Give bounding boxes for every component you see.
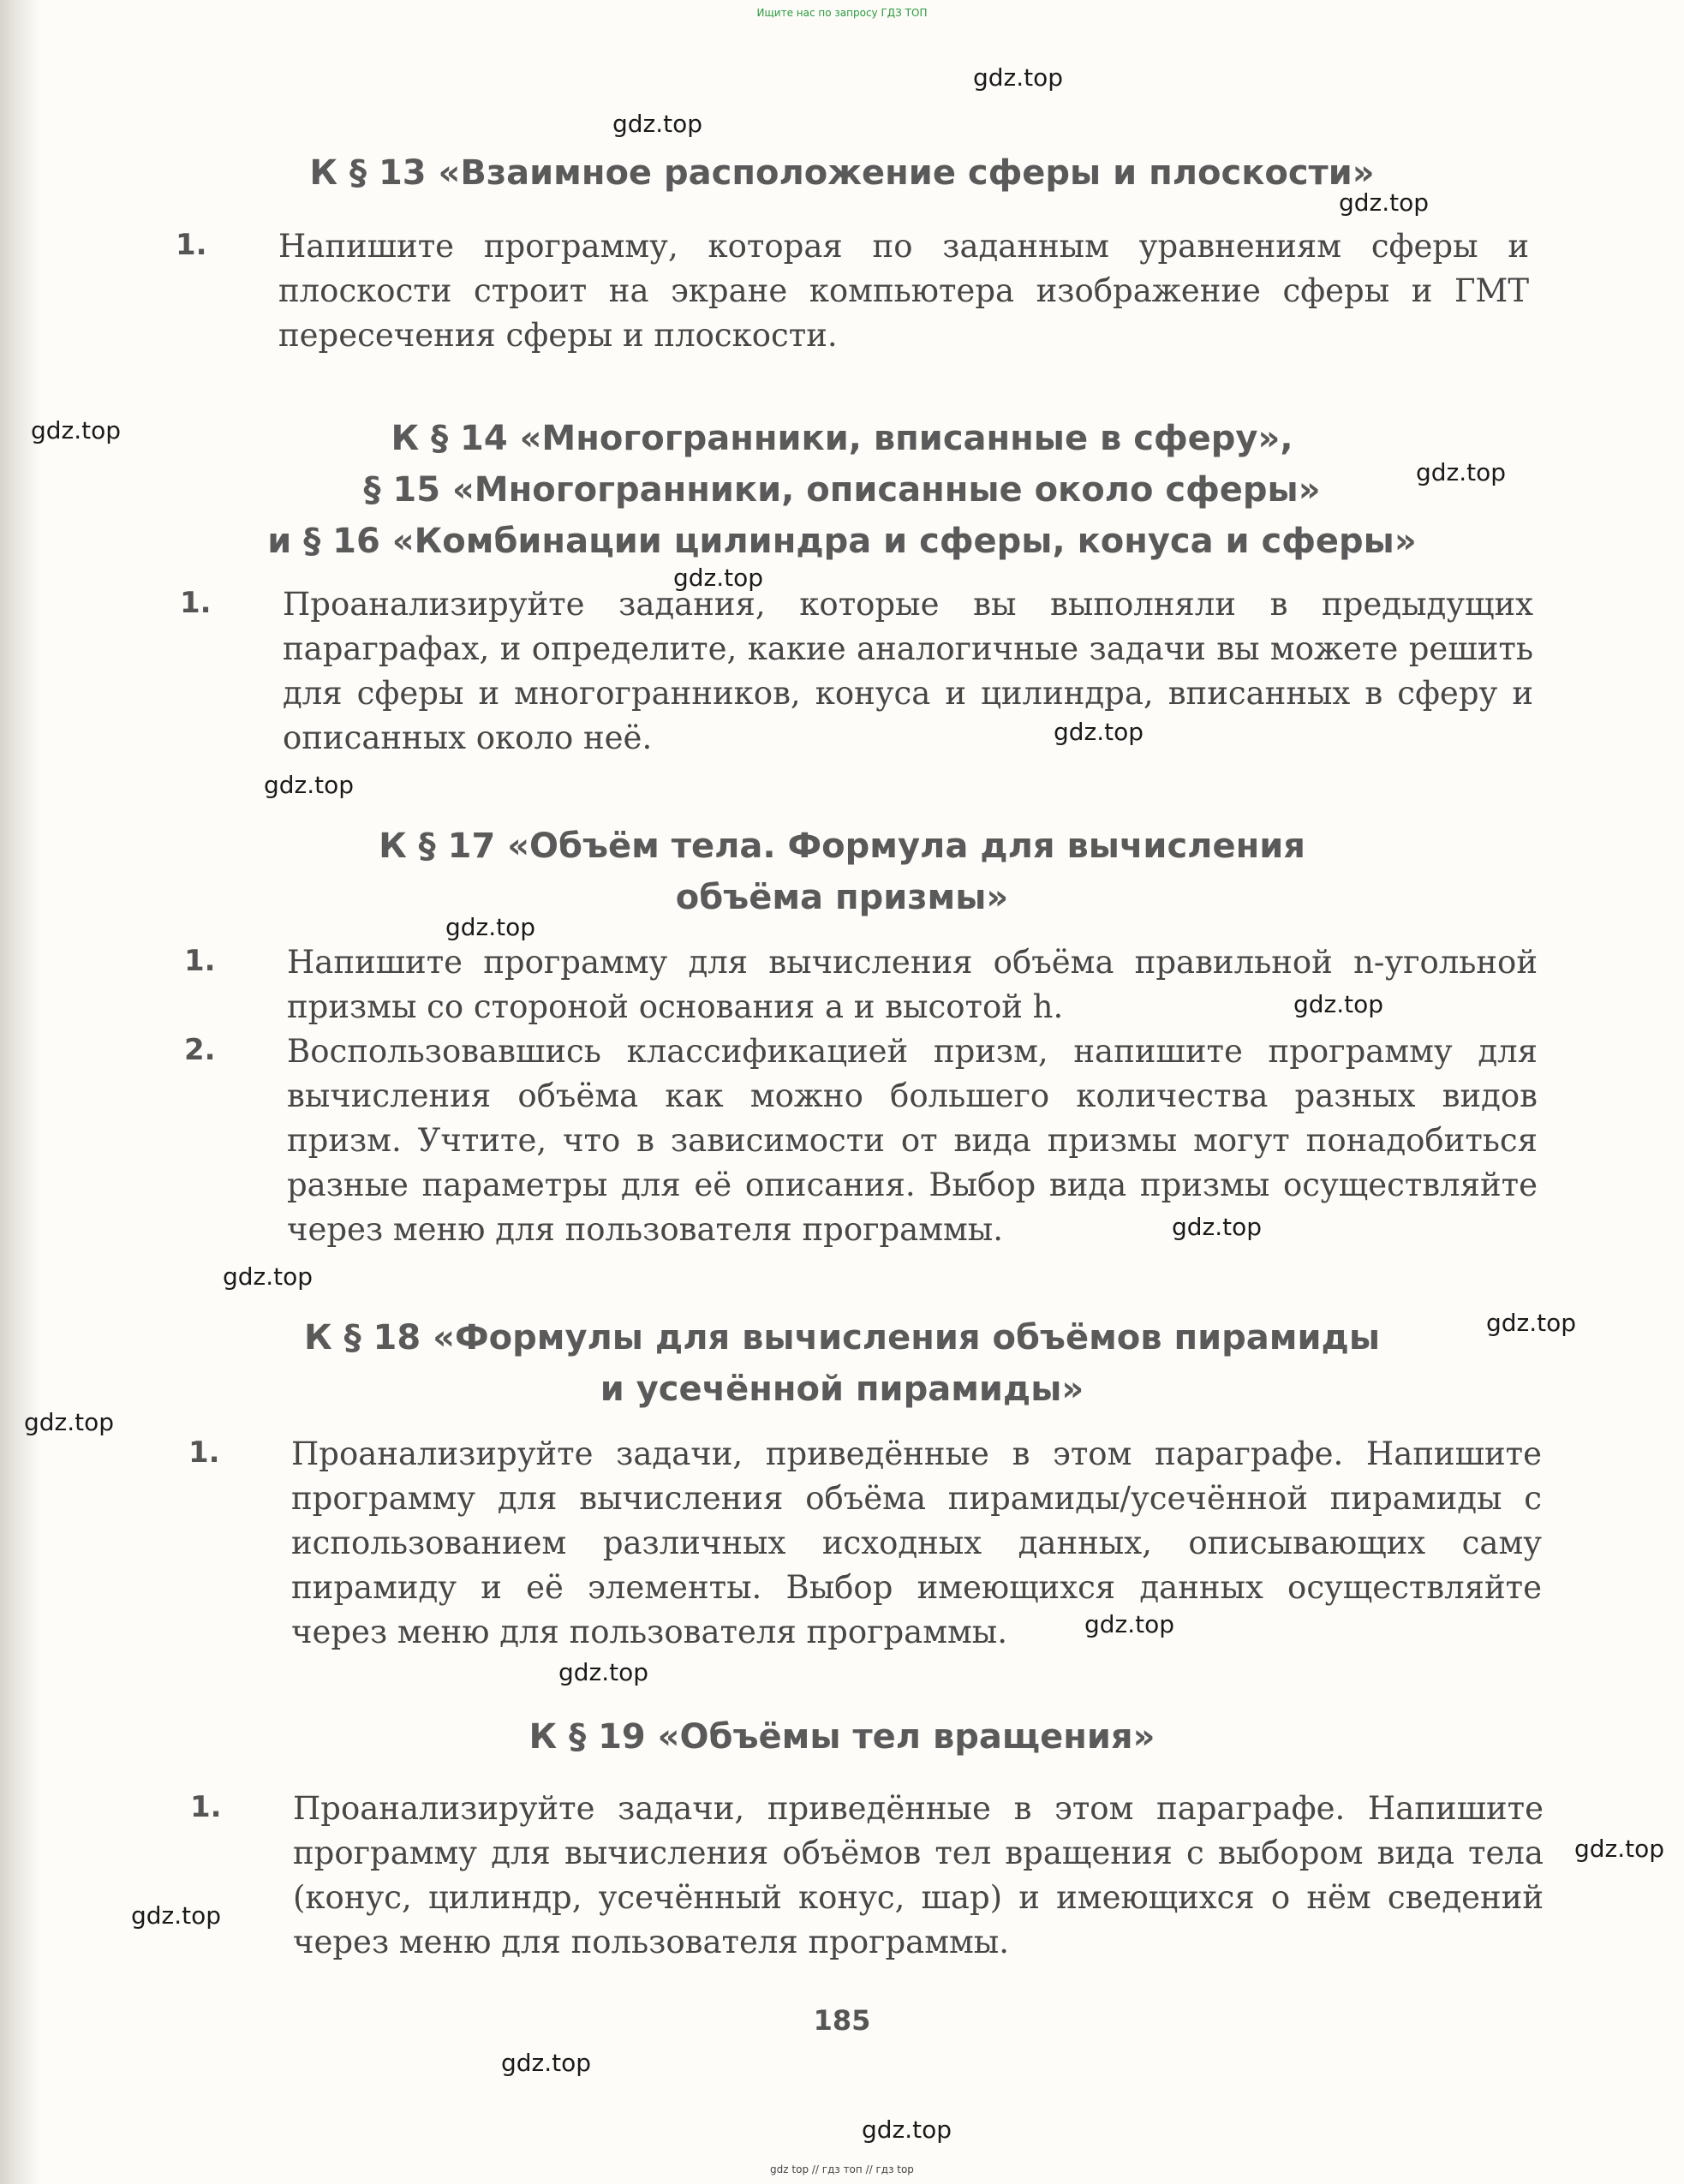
heading-line: К § 13 «Взаимное расположение сферы и плоскости» xyxy=(309,153,1375,193)
heading-line: и § 16 «Комбинации цилиндра и сферы, конуса и сферы» xyxy=(267,522,1417,561)
heading-line: К § 14 «Многогранники, вписанные в сферу», xyxy=(391,419,1293,458)
task-number: 1. xyxy=(188,1435,220,1470)
watermark: gdz.top xyxy=(31,416,122,445)
section-19-heading xyxy=(0,1711,1684,1763)
watermark: gdz.top xyxy=(673,564,764,592)
watermark: gdz.top xyxy=(1084,1610,1175,1638)
watermark: gdz.top xyxy=(612,110,703,138)
task-text: Воспользовавшись классификацией призм, напишите программу для вычисления объёма как можно большего количества разных видов призм. Учтите, что в зависимости от вида призмы могут понадобиться разные параметры для её описания. Выбор вида призмы осуществляйте через меню для пользователя программы. xyxy=(287,1033,1538,1248)
task-number: 1. xyxy=(190,1790,222,1824)
heading-line: и усечённой пирамиды» xyxy=(600,1369,1084,1409)
section-17-heading xyxy=(0,820,1684,923)
watermark: gdz.top xyxy=(973,63,1064,92)
section-18-heading xyxy=(0,1312,1684,1415)
heading-line: § 15 «Многогранники, описанные около сферы» xyxy=(363,470,1321,510)
page-number: 185 xyxy=(813,2004,871,2037)
heading-line: К § 17 «Объём тела. Формула для вычисления xyxy=(379,826,1305,866)
watermark: gdz.top xyxy=(223,1262,314,1291)
task-text: Проанализируйте задания, которые вы выполняли в предыдущих параграфах, и определите, какие аналогичные задачи вы можете решить для сферы и многогранников, конуса и цилиндра, вписанных в сферу и описанных около неё. xyxy=(283,586,1533,756)
watermark: gdz.top xyxy=(1054,718,1144,746)
watermark: gdz.top xyxy=(445,913,536,941)
page-binding-shadow xyxy=(0,0,41,2184)
task-text: Проанализируйте задачи, приведённые в этом параграфе. Напишите программу для вычисления объёмов тел вращения с выбором вида тела (конус, цилиндр, усечённый конус, шар) и имеющихся о нём сведений через меню для пользователя программы. xyxy=(293,1790,1544,1960)
heading-line: К § 18 «Формулы для вычисления объёмов пирамиды xyxy=(303,1318,1380,1358)
watermark: gdz.top xyxy=(1574,1835,1665,1863)
watermark: gdz.top xyxy=(1172,1213,1263,1241)
section-13-heading xyxy=(0,147,1684,199)
watermark: gdz.top xyxy=(1416,458,1507,486)
watermark: gdz.top xyxy=(501,2049,592,2077)
section-14-16-heading xyxy=(0,413,1684,567)
task-number: 2. xyxy=(184,1033,216,1067)
bottom-note[interactable]: gdz top // гдз топ // гдз top xyxy=(770,2163,914,2175)
watermark: gdz.top xyxy=(1339,188,1430,217)
task-number: 1. xyxy=(184,944,216,978)
heading-line: К § 19 «Объёмы тел вращения» xyxy=(528,1717,1156,1757)
watermark: gdz.top xyxy=(131,1901,222,1930)
top-note[interactable]: Ищите нас по запросу ГДЗ ТОП xyxy=(756,7,928,19)
task-text: Напишите программу для вычисления объёма правильной n-угольной призмы со стороной основания a и высотой h. xyxy=(287,944,1538,1025)
watermark: gdz.top xyxy=(862,2115,952,2144)
watermark: gdz.top xyxy=(558,1658,649,1686)
watermark: gdz.top xyxy=(264,771,355,799)
watermark: gdz.top xyxy=(1293,990,1384,1018)
watermark: gdz.top xyxy=(1486,1309,1577,1337)
heading-line: объёма призмы» xyxy=(675,878,1009,917)
task-text: Напишите программу, которая по заданным уравнениям сферы и плоскости строит на экране компьютера изображение сферы и ГМТ пересечения сферы и плоскости. xyxy=(278,228,1529,354)
watermark: gdz.top xyxy=(24,1408,115,1436)
task-number: 1. xyxy=(180,586,212,620)
task-number: 1. xyxy=(176,228,207,262)
task-text: Проанализируйте задачи, приведённые в этом параграфе. Напишите программу для вычисления объёма пирамиды/усечённой пирамиды с использованием различных исходных данных, описывающих саму пирамиду и её элементы. Выбор имеющихся данных осуществляйте через меню для пользователя программы. xyxy=(291,1435,1542,1650)
